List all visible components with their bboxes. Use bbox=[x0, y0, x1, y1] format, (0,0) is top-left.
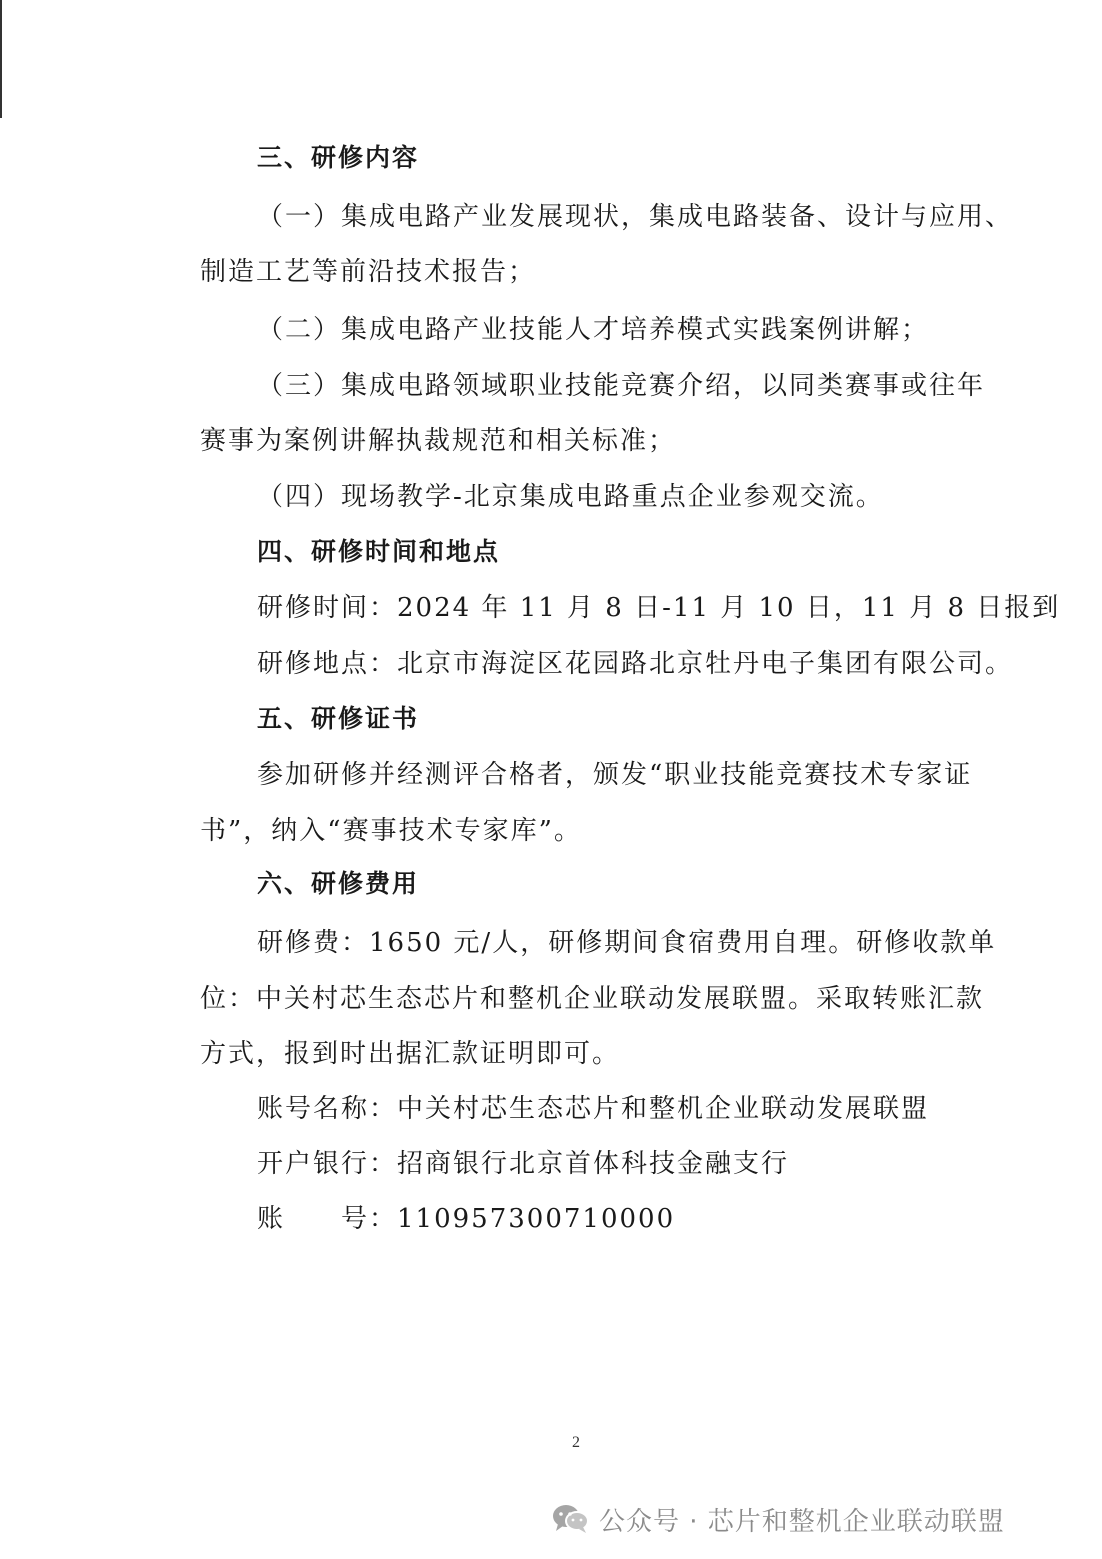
section-title-certificate: 五、研修证书 bbox=[257, 704, 420, 733]
account-number-row bbox=[257, 1201, 675, 1237]
account-name: 账号名称：中关村芯生态芯片和整机企业联动发展联盟 bbox=[257, 1094, 930, 1124]
certificate-line1: 参加研修并经测评合格者，颁发“职业技能竞赛技术专家证 bbox=[257, 760, 973, 790]
account-number-label: 账 号： bbox=[257, 1204, 398, 1234]
fees-line3: 方式，报到时出据汇款证明即可。 bbox=[200, 1039, 621, 1069]
footer-watermark bbox=[551, 1497, 1005, 1541]
content-item3-line2: 赛事为案例讲解执裁规范和相关标准； bbox=[200, 426, 677, 456]
content-item1-line2: 制造工艺等前沿技术报告； bbox=[200, 257, 537, 287]
footer-label: 公众号 · 芯片和整机企业联动联盟 bbox=[599, 1506, 1005, 1537]
bank-name: 开户银行：招商银行北京首体科技金融支行 bbox=[257, 1149, 790, 1179]
section-title-content: 三、研修内容 bbox=[257, 143, 420, 172]
fees-line2: 位：中关村芯生态芯片和整机企业联动发展联盟。采取转账汇款 bbox=[200, 984, 985, 1014]
section-title-time-place: 四、研修时间和地点 bbox=[257, 537, 501, 566]
section-title-fees: 六、研修费用 bbox=[257, 869, 420, 898]
training-place: 研修地点：北京市海淀区花园路北京牡丹电子集团有限公司。 bbox=[257, 649, 1014, 679]
account-number: 110957300710000 bbox=[397, 1204, 676, 1234]
training-time: 研修时间：2024 年 11 月 8 日-11 月 10 日，11 月 8 日报到 bbox=[257, 593, 1061, 623]
wechat-icon bbox=[551, 1502, 591, 1536]
content-item4: （四）现场教学-北京集成电路重点企业参观交流。 bbox=[257, 482, 884, 512]
fees-line1: 研修费：1650 元/人，研修期间食宿费用自理。研修收款单 bbox=[257, 928, 997, 958]
scan-edge bbox=[0, 0, 2, 118]
content-item3-line1: （三）集成电路领域职业技能竞赛介绍，以同类赛事或往年 bbox=[257, 371, 986, 401]
page-number: 2 bbox=[572, 1434, 580, 1451]
content-item1-line1: （一）集成电路产业发展现状，集成电路装备、设计与应用、 bbox=[257, 202, 1014, 232]
content-item2: （二）集成电路产业技能人才培养模式实践案例讲解； bbox=[257, 315, 930, 345]
certificate-line2: 书”，纳入“赛事技术专家库”。 bbox=[200, 816, 582, 846]
